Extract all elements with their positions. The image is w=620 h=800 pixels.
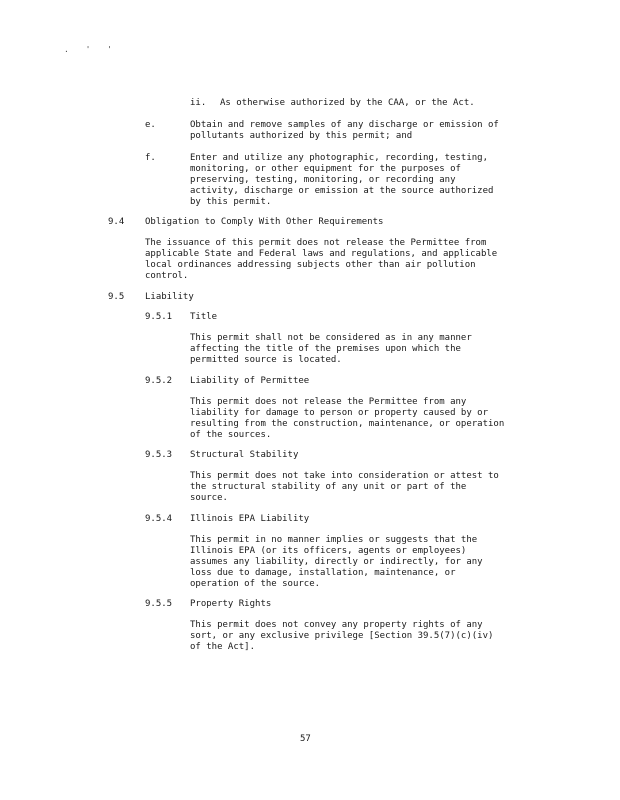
item-ii-text: As otherwise authorized by the CAA, or the Act. <box>220 98 475 108</box>
section-number: 9.4 <box>108 217 125 227</box>
subsection-title: Liability of Permittee <box>190 376 310 386</box>
subsection-body-line: loss due to damage, installation, maintenance, or <box>190 568 456 578</box>
subsection-body-line: This permit does not convey any property rights of any <box>190 620 483 630</box>
subsection-body-line: permitted source is located. <box>190 355 342 365</box>
subsection-body-line: operation of the source. <box>190 579 321 589</box>
subsection-body-line: liability for damage to person or property caused by or <box>190 408 489 418</box>
header-mark: . ' ' <box>64 45 119 54</box>
section-number: 9.5 <box>108 292 125 302</box>
subsection-number: 9.5.3 <box>145 450 173 460</box>
subsection-body-line: Illinois EPA (or its officers, agents or employees) <box>190 546 467 556</box>
subsection-body-line: of the Act]. <box>190 642 256 652</box>
section-body-line: The issuance of this permit does not release the Permittee from <box>145 238 487 248</box>
subsection-number: 9.5.5 <box>145 599 173 609</box>
item-f-line: Enter and utilize any photographic, recording, testing, <box>190 153 489 163</box>
subsection-body-line: source. <box>190 493 228 503</box>
item-f-label: f. <box>145 153 156 163</box>
section-title: Liability <box>145 292 194 302</box>
subsection-body-line: affecting the title of the premises upon which the <box>190 344 461 354</box>
section-body-line: applicable State and Federal laws and regulations, and applicable <box>145 249 498 259</box>
item-f-line: monitoring, or other equipment for the purposes of <box>190 164 461 174</box>
subsection-body-line: of the sources. <box>190 430 272 440</box>
item-f-line: preserving, testing, monitoring, or recording any <box>190 175 456 185</box>
section-body-line: control. <box>145 271 189 281</box>
subsection-body-line: assumes any liability, directly or indirectly, for any <box>190 557 483 567</box>
item-e-label: e. <box>145 120 156 130</box>
subsection-number: 9.5.4 <box>145 514 173 524</box>
subsection-title: Illinois EPA Liability <box>190 514 310 524</box>
item-ii-label: ii. <box>190 98 207 108</box>
subsection-title: Structural Stability <box>190 450 299 460</box>
subsection-body-line: resulting from the construction, maintenance, or operation <box>190 419 505 429</box>
section-body-line: local ordinances addressing subjects other than air pollution <box>145 260 476 270</box>
subsection-body-line: This permit does not take into consideration or attest to <box>190 471 499 481</box>
item-e-line: Obtain and remove samples of any discharge or emission of <box>190 120 499 130</box>
subsection-number: 9.5.1 <box>145 312 173 322</box>
subsection-title: Title <box>190 312 218 322</box>
subsection-number: 9.5.2 <box>145 376 173 386</box>
subsection-body-line: This permit shall not be considered as in any manner <box>190 333 472 343</box>
subsection-body-line: sort, or any exclusive privilege [Section 39.5(7)(c)(iv) <box>190 631 494 641</box>
subsection-body-line: the structural stability of any unit or part of the <box>190 482 467 492</box>
section-title: Obligation to Comply With Other Requirements <box>145 217 384 227</box>
item-e-line: pollutants authorized by this permit; and <box>190 131 413 141</box>
subsection-title: Property Rights <box>190 599 272 609</box>
page-number: 57 <box>300 734 311 744</box>
subsection-body-line: This permit in no manner implies or suggests that the <box>190 535 478 545</box>
item-f-line: by this permit. <box>190 197 272 207</box>
item-f-line: activity, discharge or emission at the source authorized <box>190 186 494 196</box>
subsection-body-line: This permit does not release the Permittee from any <box>190 397 467 407</box>
